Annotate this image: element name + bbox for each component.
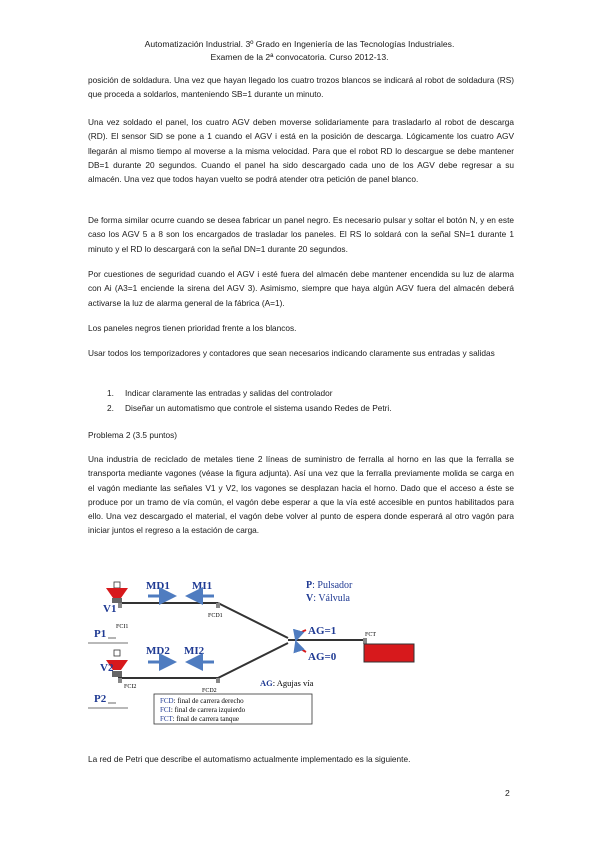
list-number: 1. [107, 388, 114, 398]
list-item [107, 401, 507, 416]
fci1-label: FCI1 [116, 624, 129, 630]
fct-label: FCT [365, 632, 377, 638]
list-text: Diseñar un automatismo que controle el sistema usando Redes de Petri. [125, 403, 392, 413]
legend-agujas: AG: Agujas vía [260, 678, 314, 688]
v1-label: V1 [103, 603, 117, 615]
mi2-label: MI2 [184, 645, 205, 657]
list-number: 2. [107, 403, 114, 413]
ag1-arrow-icon [296, 630, 306, 640]
paragraph-unloading: Una vez soldado el panel, los cuatro AGV deben moverse solidariamente para trasladarlo al robot de descarga (RD). El sensor SiD se pone a 1 cuando el AGV i está en la posición de descarga. Lógicamente los cuatro AGV llegarán al mismo tiempo al moverse a la misma velocidad. Para que el robot RD lo descargue se debe mantener DB=1 durante 20 segundos. Cuando el panel ha sido descargado cada uno de los AGV debe regresar a su almacén. Una vez que todos hayan vuelto se podrá atender otra petición de panel blanco. [88, 117, 514, 185]
header-line-2: Examen de la 2ª convocatoria. Curso 2012-13. [210, 52, 389, 62]
ag1-label: AG=1 [308, 625, 337, 637]
fct-sensor [363, 638, 367, 644]
fcd1-sensor [216, 603, 220, 608]
track-figure [88, 568, 418, 726]
p2-label: P2 [94, 693, 107, 705]
fci2-label: FCI2 [124, 684, 137, 690]
p1-label: P1 [94, 628, 107, 640]
list-item [107, 386, 507, 401]
valve-2-body [114, 650, 120, 656]
legend-fct: FCT: final de carrera tanque [160, 715, 239, 723]
hopper-1-icon [106, 588, 128, 598]
paragraph-black-panel: De forma similar ocurre cuando se desea fabricar un panel negro. Es necesario pulsar y soltar el botón N, y en este caso los AGV 5 a 8 son los encargados de trasladar los paneles. El RS lo soldará con la señal SN=1 durante 1 minuto y el RD lo descargará con la señal DN=1 durante 20 segundos. [88, 215, 514, 254]
fcd2-sensor [216, 678, 220, 683]
header-line-1: Automatización Industrial. 3º Grado en Ingeniería de las Tecnologías Industriales. [144, 39, 455, 49]
tank [364, 644, 414, 662]
valve-1-body [114, 582, 120, 588]
paragraph-timers: Usar todos los temporizadores y contadores que sean necesarios indicando claramente sus entradas y salidas [88, 348, 495, 358]
fci1-sensor [118, 603, 122, 608]
task-list [107, 386, 507, 416]
ag0-arrow-icon [296, 642, 306, 652]
paragraph-priority: Los paneles negros tienen prioridad frente a los blancos. [88, 323, 297, 333]
fci2-sensor [118, 678, 122, 683]
fcd2-label: FCD2 [202, 688, 217, 694]
mi1-label: MI1 [192, 580, 213, 592]
fcd1-label: FCD1 [208, 613, 223, 619]
paragraph-safety: Por cuestiones de seguridad cuando el AGV i esté fuera del almacén debe mantener encendida su luz de alarma con Ai (A3=1 enciende la sirena del AGV 3). Asimismo, siempre que haya algún AGV fuera del almacén deberá activarse la luz de alarma general de la fábrica (A=1). [88, 269, 514, 308]
v2-label: V2 [100, 662, 114, 674]
problem-title: Problema 2 (3.5 puntos) [88, 430, 178, 440]
md2-label: MD2 [146, 645, 170, 657]
track-2-branch [218, 643, 288, 678]
legend-fci: FCI: final de carrera izquierdo [160, 706, 246, 714]
md1-label: MD1 [146, 580, 170, 592]
list-text: Indicar claramente las entradas y salidas del controlador [125, 388, 333, 398]
legend-pulsador: P: Pulsador [306, 580, 353, 591]
legend-fcd: FCD: final de carrera derecho [160, 697, 244, 705]
legend-valvula: V: Válvula [306, 593, 350, 604]
paragraph-closing: La red de Petri que describe el automatismo actualmente implementado es la siguiente. [88, 754, 411, 764]
ag0-label: AG=0 [308, 651, 337, 663]
wagon-2 [112, 671, 122, 677]
paragraph-problem-2: Una industria de reciclado de metales tiene 2 líneas de suministro de ferralla al horno en las que la ferralla se transporta mediante vagones (véase la figura adjunta). Así una vez que la ferralla previamente molida se carga en el vagón mediante las señales V1 y V2, los vagones se desplazan hacia el horno. Dado que el acceso a éste se produce por un tramo de vía común, el vagón debe esperar a que la vía esté accesible en puntos habilitados para ello. Una vez descargado el material, el vagón debe volver al punto de espera donde esperará al otro vagón para iniciar juntos el regreso a la estación de carga. [88, 454, 514, 536]
paragraph-welding: posición de soldadura. Una vez que hayan llegado los cuatro trozos blancos se indicará al robot de soldadura (RS) que proceda a soldarlos, manteniendo SB=1 durante un minuto. [88, 75, 514, 100]
track-1-branch [218, 603, 288, 638]
page-number: 2 [505, 788, 510, 798]
